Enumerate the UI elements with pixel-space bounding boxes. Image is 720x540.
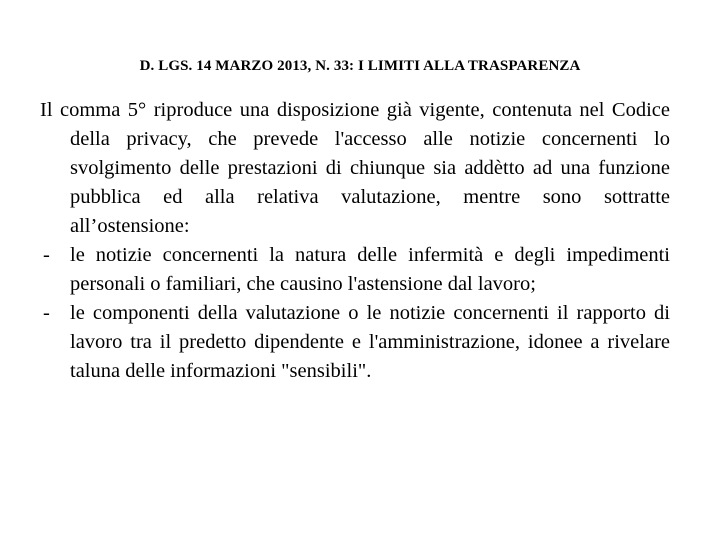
list-item — [40, 299, 670, 386]
list-item — [40, 241, 670, 299]
bullet-text: le componenti della valutazione o le notizie concernenti il rapporto di lavoro tra il predetto dipendente e l'amministrazione, idonee a rivelare taluna delle informazioni "sensibili". — [70, 302, 670, 382]
slide-body — [40, 96, 670, 386]
bullet-marker: - — [43, 244, 50, 266]
slide-title: D. LGS. 14 MARZO 2013, N. 33: I LIMITI ALLA TRASPARENZA — [139, 58, 581, 74]
intro-paragraph: Il comma 5° riproduce una disposizione già vigente, contenuta nel Codice della privacy, che prevede l'accesso alle notizie concernenti lo svolgimento delle prestazioni di chiunque sia addètto ad una funzione pubblica ed alla relativa valutazione, mentre sono sottratte all’ostensione: — [40, 99, 670, 237]
bullet-marker: - — [43, 302, 50, 324]
bullet-text: le notizie concernenti la natura delle infermità e degli impedimenti personali o familiari, che causino l'astensione dal lavoro; — [70, 244, 670, 295]
